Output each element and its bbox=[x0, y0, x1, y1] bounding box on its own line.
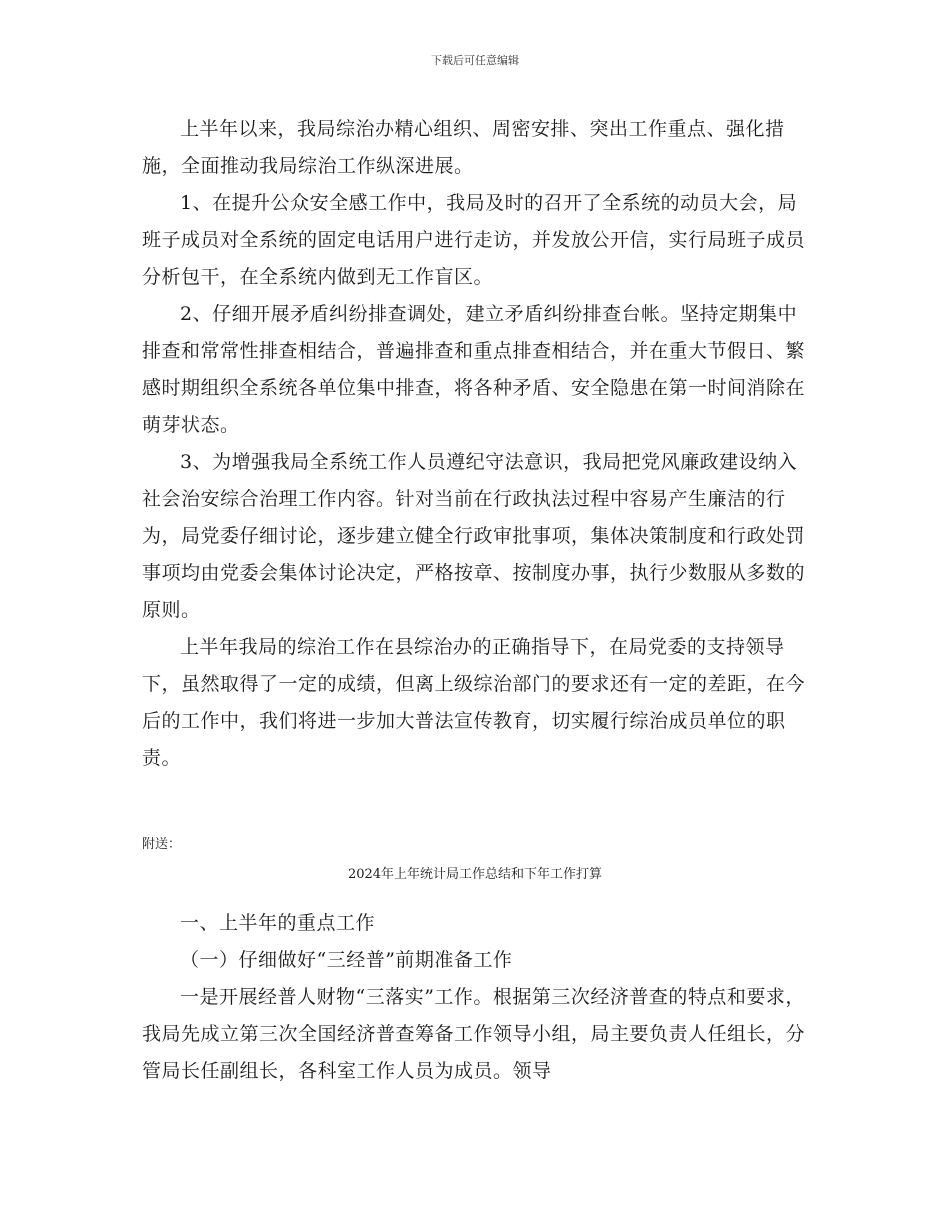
body-paragraph: 上半年以来，我局综治办精心组织、周密安排、突出工作重点、强化措施，全面推动我局综治工作纵深进展。 bbox=[142, 118, 785, 177]
attachment-label: 附送： bbox=[142, 837, 182, 852]
subsection-heading: （一）仔细做好“三经普”前期准备工作 bbox=[180, 949, 513, 971]
section-heading: 一、上半年的重点工作 bbox=[180, 912, 376, 934]
body-paragraph: 一是开展经普人财物“三落实”工作。根据第三次经济普查的特点和要求，我局先成立第三次全国经济普查筹备工作领导小组，局主要负责人任组长，分管局长任副组长，各科室工作人员为成员。领导 bbox=[142, 986, 806, 1082]
body-paragraph: 2、仔细开展矛盾纠纷排查调处，建立矛盾纠纷排查台帐。坚持定期集中排查和常常性排查相结合，普遍排查和重点排查相结合，并在重大节假日、繁感时期组织全系统各单位集中排查，将各种矛盾、安全隐患在第一时间消除在萌芽状态。 bbox=[142, 303, 806, 436]
body-paragraph: 上半年我局的综治工作在县综治办的正确指导下，在局党委的支持领导下，虽然取得了一定的成绩，但离上级综治部门的要求还有一定的差距，在今后的工作中，我们将进一步加大普法宣传教育，切实履行综治成员单位的职责。 bbox=[142, 636, 806, 769]
page-header: 下载后可任意编辑 bbox=[431, 54, 519, 67]
body-paragraph: 3、为增强我局全系统工作人员遵纪守法意识，我局把党风廉政建设纳入社会治安综合治理工作内容。针对当前在行政执法过程中容易产生廉洁的行为，局党委仔细讨论，逐步建立健全行政审批事项，集体决策制度和行政处罚事项均由党委会集体讨论决定，严格按章、按制度办事，执行少数服从多数的原则。 bbox=[142, 451, 806, 621]
body-paragraph: 1、在提升公众安全感工作中，我局及时的召开了全系统的动员大会，局班子成员对全系统的固定电话用户进行走访，并发放公开信，实行局班子成员分析包干，在全系统内做到无工作盲区。 bbox=[142, 192, 806, 288]
attachment-title: 2024年上年统计局工作总结和下年工作打算 bbox=[347, 867, 603, 882]
